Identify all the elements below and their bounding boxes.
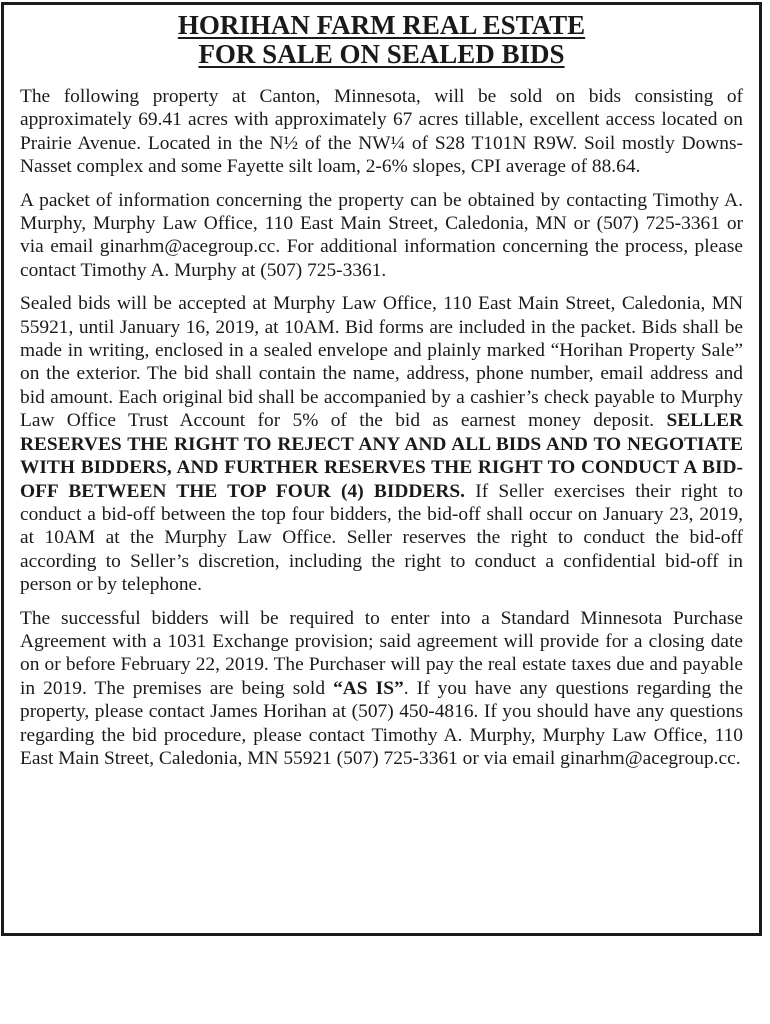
paragraph-property-description <box>20 85 743 179</box>
paragraph-text: The following property at Canton, Minnesota, will be sold on bids consisting of approximately 69.41 acres with approximately 67 acres tillable, excellent access located on Prairie Avenue. Located in the N½ of the NW¼ of S28 T101N R9W. Soil mostly Downs-Nasset complex and some Fayette silt loam, 2-6% slopes, CPI average of 88.64. <box>20 86 743 178</box>
notice-body <box>20 85 743 770</box>
paragraph-text: Sealed bids will be accepted at Murphy Law Office, 110 East Main Street, Caledonia, MN 55921, until January 16, 2019, at 10AM. Bid forms are included in the packet. Bids shall be made in writing, enclosed in a sealed envelope and plainly marked “Horihan Property Sale” on the exterior. The bid shall contain the name, address, phone number, email address and bid amount. Each original bid shall be accompanied by a cashier’s check payable to Murphy Law Office Trust Account for 5% of the bid as earnest money deposit. <box>20 293 743 432</box>
paragraph-text: . If you have any questions regarding the property, please contact James Horihan at (507) 450-4816. If you should have any questions regarding the bid procedure, please contact Timothy A. Murphy, Murphy Law Office, 110 East Main Street, Caledonia, MN 55921 (507) 725-3361 or via email ginarhm@acegroup.cc. <box>20 677 743 769</box>
paragraph-purchase-agreement <box>20 607 743 771</box>
title-line-2: FOR SALE ON SEALED BIDS <box>198 39 565 69</box>
paragraph-sealed-bids <box>20 292 743 596</box>
paragraph-text: A packet of information concerning the property can be obtained by contacting Timothy A. Murphy, Murphy Law Office, 110 East Main Street, Caledonia, MN or (507) 725-3361 or via email ginarhm@acegroup.cc. For additional information concerning the process, please contact Timothy A. Murphy at (507) 725-3361. <box>20 189 743 281</box>
seller-reserves-notice: SELLER RESERVES THE RIGHT TO REJECT ANY AND ALL BIDS AND TO NEGOTIATE WITH BIDDERS, AND FURTHER RESERVES THE RIGHT TO CONDUCT A BID-OFF BETWEEN THE TOP FOUR (4) BIDDERS. <box>20 410 743 502</box>
notice-title <box>20 11 743 69</box>
title-line-1: HORIHAN FARM REAL ESTATE <box>177 10 586 40</box>
paragraph-text: If Seller exercises their right to conduct a bid-off between the top four bidders, the bid-off shall occur on January 23, 2019, at 10AM at the Murphy Law Office. Seller reserves the right to conduct the bid-off according to Seller’s discretion, including the right to conduct a confidential bid-off in person or by telephone. <box>20 480 743 596</box>
paragraph-information-packet <box>20 189 743 283</box>
as-is-label: “AS IS” <box>333 677 404 699</box>
legal-notice-box <box>1 2 762 936</box>
paragraph-text: The successful bidders will be required to enter into a Standard Minnesota Purchase Agreement with a 1031 Exchange provision; said agreement will provide for a closing date on or before February 22, 2019. The Purchaser will pay the real estate taxes due and payable in 2019. The premises are being sold <box>20 607 743 699</box>
